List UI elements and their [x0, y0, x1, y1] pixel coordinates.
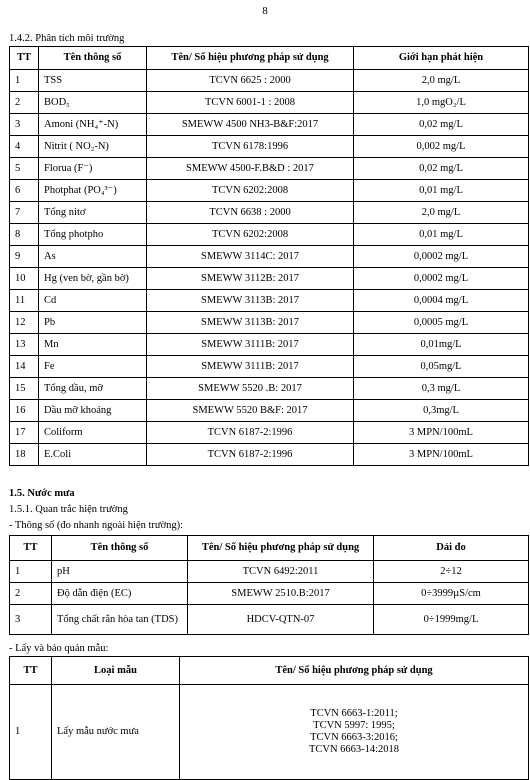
- table-header-row: [10, 536, 529, 561]
- field-measurement-note: - Thông số (đo nhanh ngoài hiện trường):: [9, 520, 184, 531]
- row-number: 13: [10, 334, 39, 356]
- table-row: [10, 202, 529, 224]
- method-code: SMEWW 2510.B:2017: [188, 583, 374, 605]
- field-measurement-table: [9, 535, 529, 635]
- section-heading-1-4-2: 1.4.2. Phân tích môi trường: [9, 33, 125, 44]
- sample-type: Lấy mẫu nước mưa: [52, 685, 180, 780]
- table-row: [10, 561, 529, 583]
- header-method: Tên/ Số hiệu phương pháp sử dụng: [188, 536, 374, 561]
- table-header-row: [10, 47, 529, 70]
- parameter-name: As: [39, 246, 147, 268]
- parameter-name: Mn: [39, 334, 147, 356]
- row-number: 7: [10, 202, 39, 224]
- table-row: [10, 224, 529, 246]
- detection-limit: 3 MPN/100mL: [354, 444, 529, 466]
- detection-limit: 0,01mg/L: [354, 334, 529, 356]
- table-row: [10, 312, 529, 334]
- method-code: SMEWW 3111B: 2017: [147, 356, 354, 378]
- header-parameter: Tên thông số: [52, 536, 188, 561]
- detection-limit: 0,0005 mg/L: [354, 312, 529, 334]
- table-row: [10, 92, 529, 114]
- method-code: TCVN 6187-2:1996: [147, 444, 354, 466]
- method-code: SMEWW 5520 B&F: 2017: [147, 400, 354, 422]
- method-code: SMEWW 4500-F.B&D : 2017: [147, 158, 354, 180]
- method-item: TCVN 6663-3:2016;: [310, 732, 398, 743]
- detection-limit: 0,02 mg/L: [354, 158, 529, 180]
- method-list: [180, 685, 529, 780]
- detection-limit: 0,002 mg/L: [354, 136, 529, 158]
- table-row: [10, 290, 529, 312]
- table-row: [10, 685, 529, 780]
- header-tt: TT: [10, 536, 52, 561]
- method-code: TCVN 6202:2008: [147, 224, 354, 246]
- parameter-name: Photphat (PO₄³⁻): [39, 180, 147, 202]
- detection-limit: 3 MPN/100mL: [354, 422, 529, 444]
- table-row: [10, 422, 529, 444]
- parameter-name: Tổng chất rắn hòa tan (TDS): [52, 605, 188, 635]
- detection-limit: 2,0 mg/L: [354, 70, 529, 92]
- detection-limit: 0,3 mg/L: [354, 378, 529, 400]
- method-code: TCVN 6178:1996: [147, 136, 354, 158]
- table-row: [10, 605, 529, 635]
- header-tt: TT: [10, 657, 52, 685]
- parameter-name: E.Coli: [39, 444, 147, 466]
- row-number: 8: [10, 224, 39, 246]
- row-number: 5: [10, 158, 39, 180]
- detection-limit: 0,0002 mg/L: [354, 246, 529, 268]
- detection-limit: 0,0002 mg/L: [354, 268, 529, 290]
- measurement-range: 0÷1999mg/L: [374, 605, 529, 635]
- row-number: 3: [10, 605, 52, 635]
- table-row: [10, 180, 529, 202]
- row-number: 18: [10, 444, 39, 466]
- row-number: 16: [10, 400, 39, 422]
- method-item: TCVN 6663-1:2011;: [310, 708, 398, 719]
- table-header-row: [10, 657, 529, 685]
- row-number: 2: [10, 583, 52, 605]
- row-number: 15: [10, 378, 39, 400]
- section-heading-1-5-1: 1.5.1. Quan trắc hiện trường: [9, 504, 128, 515]
- table-row: [10, 70, 529, 92]
- method-code: TCVN 6187-2:1996: [147, 422, 354, 444]
- parameter-name: Độ dẫn điện (EC): [52, 583, 188, 605]
- parameter-name: Pb: [39, 312, 147, 334]
- sampling-note: - Lấy và bảo quản mẫu:: [9, 643, 109, 654]
- method-code: SMEWW 3111B: 2017: [147, 334, 354, 356]
- method-code: TCVN 6625 : 2000: [147, 70, 354, 92]
- page-number: 8: [262, 5, 268, 17]
- detection-limit: 0,0004 mg/L: [354, 290, 529, 312]
- header-method: Tên/ Số hiệu phương pháp sử dụng: [147, 47, 354, 70]
- detection-limit: 0,01 mg/L: [354, 180, 529, 202]
- method-code: SMEWW 3113B: 2017: [147, 290, 354, 312]
- row-number: 9: [10, 246, 39, 268]
- method-code: SMEWW 5520 .B: 2017: [147, 378, 354, 400]
- parameter-name: Florua (F⁻): [39, 158, 147, 180]
- row-number: 3: [10, 114, 39, 136]
- method-code: TCVN 6638 : 2000: [147, 202, 354, 224]
- table-row: [10, 246, 529, 268]
- row-number: 17: [10, 422, 39, 444]
- parameter-name: TSS: [39, 70, 147, 92]
- header-method: Tên/ Số hiệu phương pháp sử dụng: [180, 657, 529, 685]
- header-parameter: Tên thông số: [39, 47, 147, 70]
- measurement-range: 0÷3999µS/cm: [374, 583, 529, 605]
- row-number: 1: [10, 685, 52, 780]
- parameter-name: BOD₅: [39, 92, 147, 114]
- sampling-methods-table: [9, 656, 529, 780]
- method-code: SMEWW 4500 NH3-B&F:2017: [147, 114, 354, 136]
- method-code: SMEWW 3113B: 2017: [147, 312, 354, 334]
- detection-limit: 0,02 mg/L: [354, 114, 529, 136]
- parameter-name: Dầu mỡ khoáng: [39, 400, 147, 422]
- header-range: Dải đo: [374, 536, 529, 561]
- table-row: [10, 334, 529, 356]
- table-row: [10, 400, 529, 422]
- row-number: 1: [10, 70, 39, 92]
- detection-limit: 0,05mg/L: [354, 356, 529, 378]
- detection-limit: 0,01 mg/L: [354, 224, 529, 246]
- parameter-name: Tổng photpho: [39, 224, 147, 246]
- detection-limit: 0,3mg/L: [354, 400, 529, 422]
- table-row: [10, 158, 529, 180]
- method-code: TCVN 6202:2008: [147, 180, 354, 202]
- header-tt: TT: [10, 47, 39, 70]
- table-row: [10, 268, 529, 290]
- measurement-range: 2÷12: [374, 561, 529, 583]
- parameter-name: Coliform: [39, 422, 147, 444]
- table-row: [10, 378, 529, 400]
- table-row: [10, 444, 529, 466]
- detection-limit: 2,0 mg/L: [354, 202, 529, 224]
- method-code: HDCV-QTN-07: [188, 605, 374, 635]
- parameter-name: Cd: [39, 290, 147, 312]
- table-row: [10, 114, 529, 136]
- row-number: 10: [10, 268, 39, 290]
- parameter-name: Tổng nitơ: [39, 202, 147, 224]
- analysis-methods-table: [9, 46, 529, 466]
- table-row: [10, 136, 529, 158]
- section-heading-1-5: 1.5. Nước mưa: [9, 488, 75, 499]
- parameter-name: pH: [52, 561, 188, 583]
- parameter-name: Fe: [39, 356, 147, 378]
- row-number: 2: [10, 92, 39, 114]
- method-code: TCVN 6492:2011: [188, 561, 374, 583]
- row-number: 11: [10, 290, 39, 312]
- parameter-name: Amoni (NH₄⁺-N): [39, 114, 147, 136]
- method-item: TCVN 5997: 1995;: [313, 720, 395, 731]
- table-row: [10, 356, 529, 378]
- row-number: 14: [10, 356, 39, 378]
- detection-limit: 1,0 mgO₂/L: [354, 92, 529, 114]
- header-detection-limit: Giới hạn phát hiện: [354, 47, 529, 70]
- row-number: 1: [10, 561, 52, 583]
- parameter-name: Nitrit ( NO₂-N): [39, 136, 147, 158]
- method-item: TCVN 6663-14:2018: [308, 744, 400, 755]
- parameter-name: Hg (ven bờ, gần bờ): [39, 268, 147, 290]
- row-number: 6: [10, 180, 39, 202]
- method-code: TCVN 6001-1 : 2008: [147, 92, 354, 114]
- method-code: SMEWW 3112B: 2017: [147, 268, 354, 290]
- header-sample-type: Loại mẫu: [52, 657, 180, 685]
- row-number: 4: [10, 136, 39, 158]
- table-row: [10, 583, 529, 605]
- parameter-name: Tổng dầu, mỡ: [39, 378, 147, 400]
- method-code: SMEWW 3114C: 2017: [147, 246, 354, 268]
- row-number: 12: [10, 312, 39, 334]
